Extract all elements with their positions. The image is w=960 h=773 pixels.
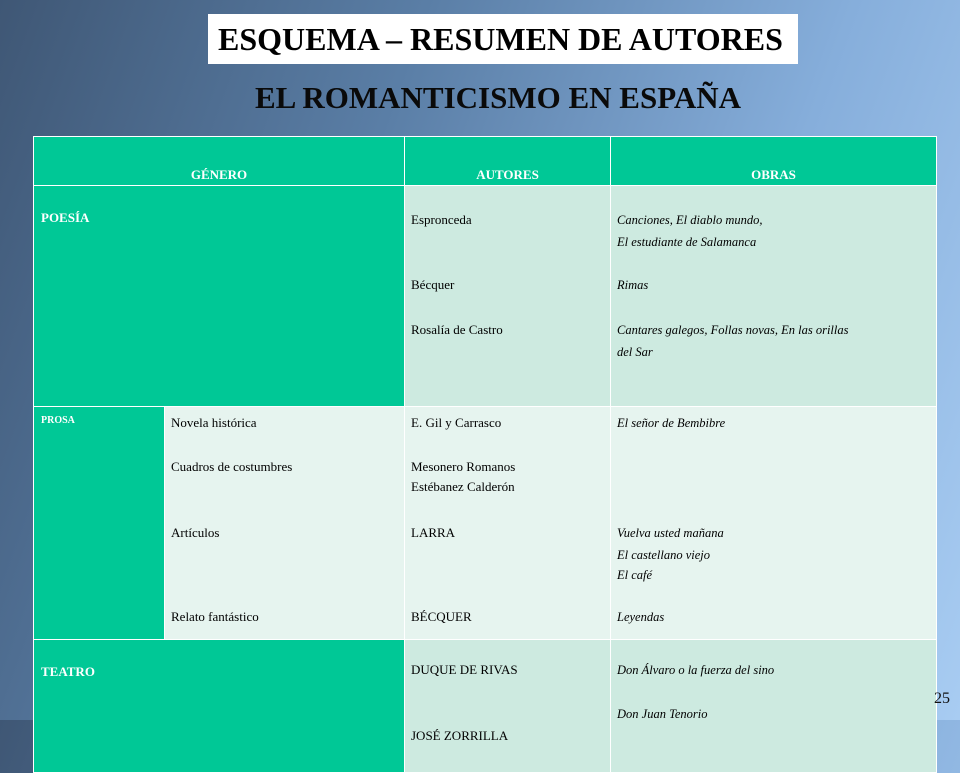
header-row (34, 137, 937, 186)
work-line: Don Juan Tenorio (617, 707, 708, 721)
work-line: El café (617, 568, 653, 582)
teatro-obras (611, 640, 937, 773)
authors-table (33, 136, 937, 773)
author-espronceda: Espronceda (411, 212, 472, 227)
prosa-obras (611, 407, 937, 640)
work-line: Leyendas (617, 610, 665, 624)
author-becquer-prosa: BÉCQUER (411, 609, 472, 624)
author-rosalia: Rosalía de Castro (411, 322, 503, 337)
subgenre-cuadros: Cuadros de costumbres (171, 459, 293, 474)
author-larra: LARRA (411, 525, 456, 540)
title-box (208, 14, 798, 64)
work-line: Vuelva usted mañana (617, 526, 724, 540)
poesia-obras (611, 186, 937, 407)
subgenre-articulos: Artículos (171, 525, 220, 540)
work-line: Canciones, El diablo mundo, (617, 213, 763, 227)
author-mesonero: Mesonero Romanos (411, 459, 516, 474)
header-genero: GÉNERO (34, 137, 405, 186)
work-line: El señor de Bembibre (617, 416, 726, 430)
genre-teatro-label: TEATRO (41, 664, 95, 679)
work-line: Rimas (617, 278, 649, 292)
teatro-autores (405, 640, 611, 773)
row-teatro (34, 640, 937, 773)
subgenre-relato: Relato fantástico (171, 609, 259, 624)
genre-poesia-label: POESÍA (41, 210, 90, 225)
poesia-autores (405, 186, 611, 407)
work-line: El castellano viejo (617, 548, 711, 562)
genre-prosa-label: PROSA (41, 415, 75, 426)
header-autores: AUTORES (405, 137, 611, 186)
genre-teatro (34, 640, 405, 773)
row-prosa (34, 407, 937, 640)
header-obras: OBRAS (611, 137, 937, 186)
author-becquer: Bécquer (411, 277, 455, 292)
subgenre-novela: Novela histórica (171, 415, 257, 430)
genre-prosa (34, 407, 165, 640)
author-duque-rivas: DUQUE DE RIVAS (411, 662, 518, 677)
slide-subtitle: EL ROMANTICISMO EN ESPAÑA (254, 80, 741, 115)
author-estebanez: Estébanez Calderón (411, 479, 515, 494)
author-zorrilla: JOSÉ ZORRILLA (411, 728, 509, 743)
genre-poesia (34, 186, 405, 407)
work-line: del Sar (617, 345, 653, 359)
author-gil-carrasco: E. Gil y Carrasco (411, 415, 502, 430)
work-line: Don Álvaro o la fuerza del sino (617, 663, 775, 677)
prosa-autores (405, 407, 611, 640)
work-line: El estudiante de Salamanca (617, 235, 757, 249)
prosa-subgeneros (165, 407, 405, 640)
work-line: Cantares galegos, Follas novas, En las orillas (617, 323, 849, 337)
page-number: 25 (934, 690, 950, 707)
row-poesia (34, 186, 937, 407)
slide-title: ESQUEMA – RESUMEN DE AUTORES (218, 20, 783, 57)
